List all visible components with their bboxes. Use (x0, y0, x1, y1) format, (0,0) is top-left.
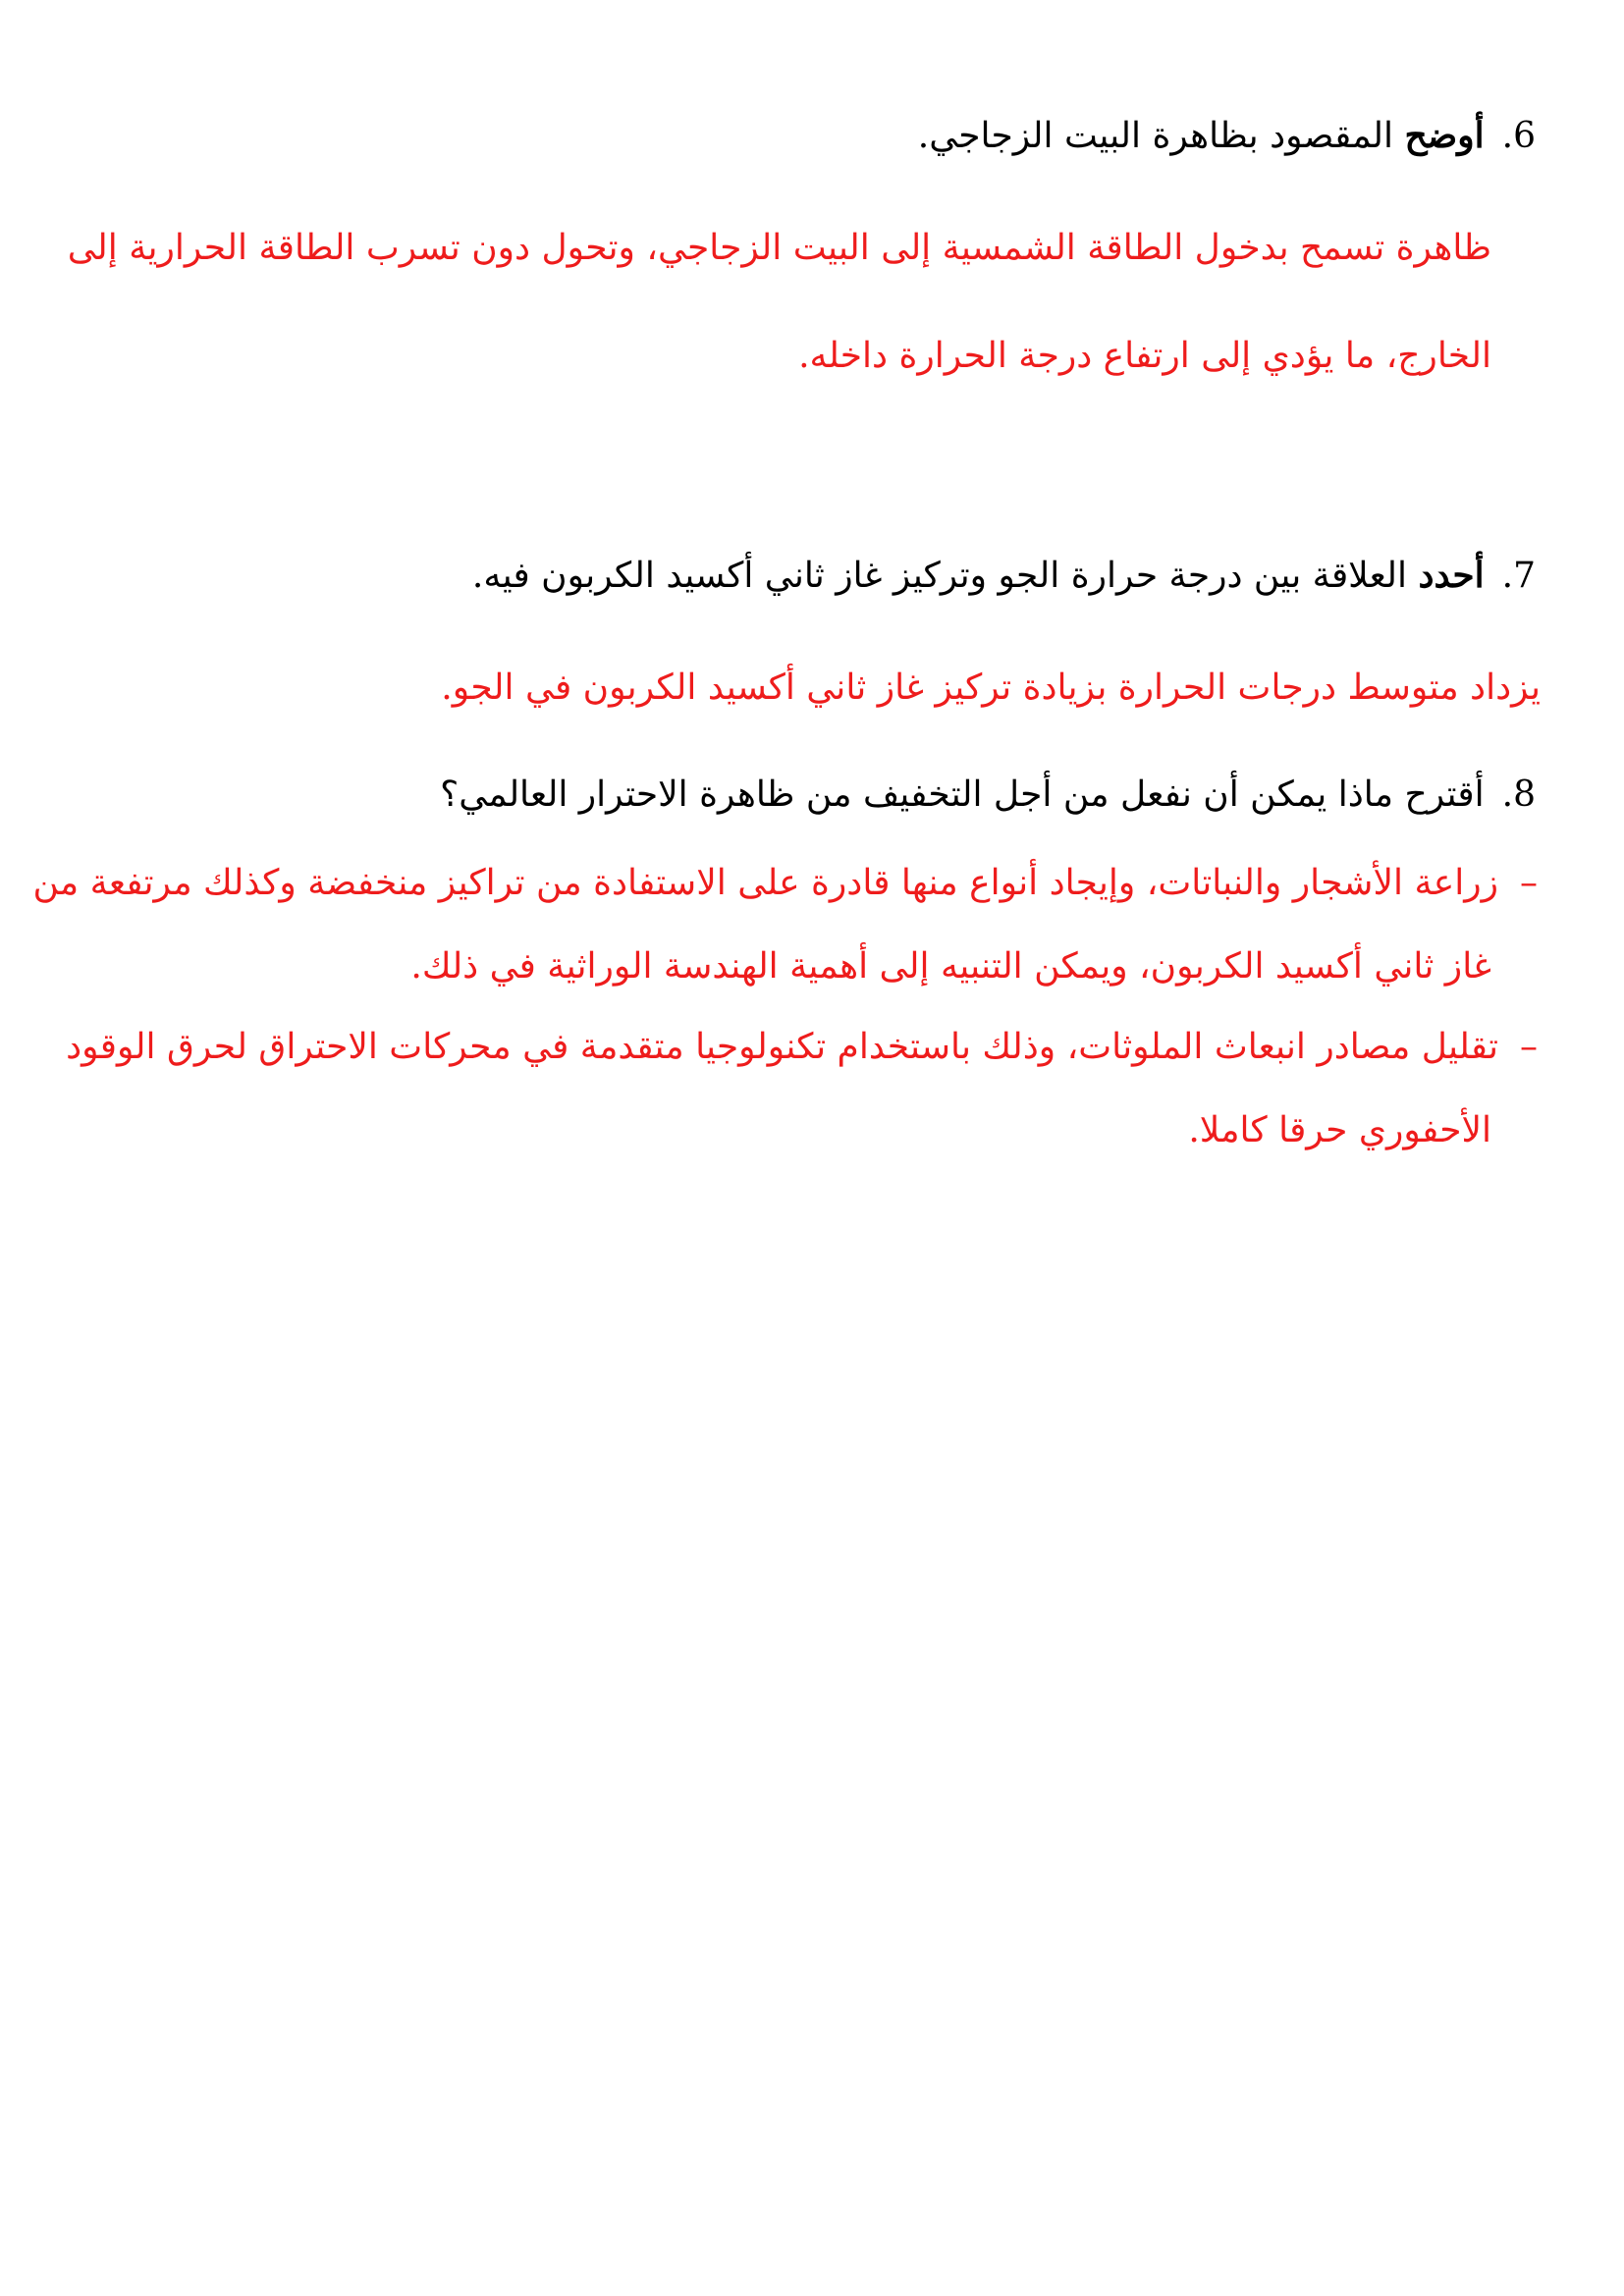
answer-8-bullet-2-line-2: الأحفوري حرقا كاملا. (1188, 1110, 1491, 1150)
answer-6-line-2: الخارج، ما يؤدي إلى ارتفاع درجة الحرارة داخله. (798, 336, 1491, 376)
bullet-dash: – (1520, 1027, 1538, 1067)
question-text: العلاقة بين درجة حرارة الجو وتركيز غاز ثاني أكسيد الكربون فيه. (471, 556, 1407, 596)
question-text: أقترح ماذا يمكن أن نفعل من أجل التخفيف من ظاهرة الاحترار العالمي؟ (440, 774, 1485, 815)
question-7 (82, 551, 1536, 601)
answer-6-line-1: ظاهرة تسمح بدخول الطاقة الشمسية إلى البيت الزجاجي، وتحول دون تسرب الطاقة الحرارية إلى (67, 228, 1491, 268)
answer-7-line-1: يزداد متوسط درجات الحرارة بزيادة تركيز غاز ثاني أكسيد الكربون في الجو. (441, 667, 1541, 708)
bullet-text: تقليل مصادر انبعاث الملوثات، وذلك باستخدام تكنولوجيا متقدمة في محركات الاحتراق لحرق الوقود (66, 1027, 1498, 1067)
question-number: 8. (1501, 774, 1536, 815)
question-verb: أوضح (1404, 115, 1485, 156)
bullet-text: زراعة الأشجار والنباتات، وإيجاد أنواع منها قادرة على الاستفادة من تراكيز منخفضة وكذلك مرتفعة من (32, 863, 1498, 903)
answer-8-bullet-1-line-2: غاز ثاني أكسيد الكربون، ويمكن التنبيه إلى أهمية الهندسة الوراثية في ذلك. (410, 946, 1491, 987)
question-verb: أحدد (1418, 555, 1485, 596)
question-number: 6. (1501, 116, 1536, 156)
question-6 (82, 111, 1536, 161)
question-number: 7. (1501, 556, 1536, 596)
bullet-dash: – (1520, 863, 1538, 903)
answer-8-bullet-2-line-1 (66, 1023, 1538, 1072)
answer-8-bullet-1-line-1 (32, 859, 1538, 908)
question-8 (82, 771, 1536, 820)
question-text: المقصود بظاهرة البيت الزجاجي. (917, 116, 1393, 156)
